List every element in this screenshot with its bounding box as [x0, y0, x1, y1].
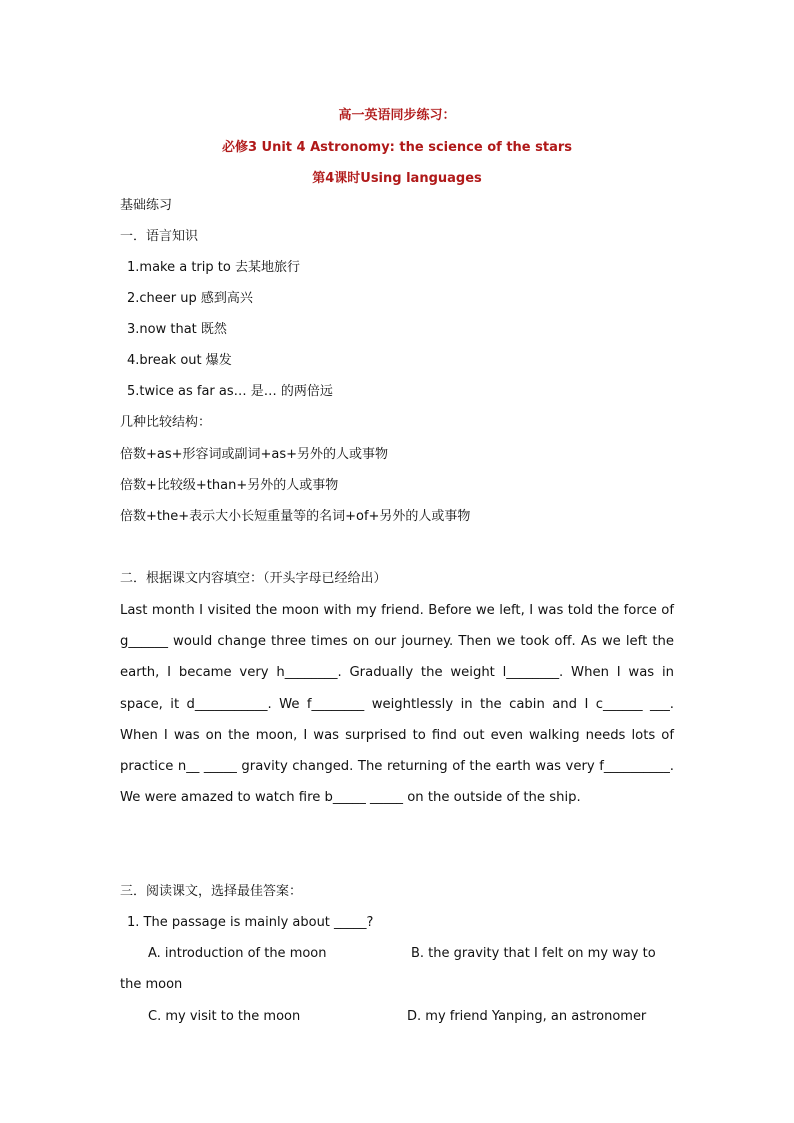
vocab-item: 2.cheer up 感到高兴	[127, 291, 253, 306]
option-b-continued: the moon	[120, 977, 183, 992]
option-d: D. my friend Yanping, an astronomer	[407, 1009, 647, 1024]
question-stem: 1. The passage is mainly about _____?	[127, 915, 374, 930]
option-b: B. the gravity that I felt on my way to	[411, 946, 656, 961]
comparison-structure: 倍数+比较级+than+另外的人或事物	[120, 478, 339, 493]
vocab-item: 1.make a trip to 去某地旅行	[127, 260, 300, 275]
vocab-item: 3.now that 既然	[127, 322, 227, 337]
comparison-structure: 倍数+the+表示大小长短重量等的名词+of+另外的人或事物	[120, 509, 471, 524]
section3-heading: 三．阅读课文，选择最佳答案：	[120, 884, 303, 899]
basic-practice-label: 基础练习	[120, 198, 173, 213]
option-c: C. my visit to the moon	[148, 1009, 301, 1024]
vocab-item: 4.break out 爆发	[127, 353, 232, 368]
unit-title: 必修3 Unit 4 Astronomy: the science of the stars	[221, 140, 573, 155]
worksheet-title: 高一英语同步练习：	[338, 108, 456, 123]
comparison-structure: 倍数+as+形容词或副词+as+另外的人或事物	[120, 447, 389, 462]
section1-heading: 一．语言知识	[120, 229, 199, 244]
vocab-item: 5.twice as far as… 是… 的两倍远	[127, 384, 333, 399]
lesson-title: 第4课时Using languages	[312, 171, 482, 186]
option-a: A. introduction of the moon	[148, 946, 327, 961]
fill-in-passage: Last month I visited the moon with my friend. Before we left, I was told the force of g______ would change three times on our journey. Then we took off. As we left the earth, I became very h________. Gradually the weight l________. When I was in space, it d___________. We f________ weightlessly in the cabin and I c______ ___. When I was on the moon, I was surprised to find out even walking needs lots of practice n__ _____ gravity changed. The returning of the earth was very f__________. We were amazed to watch fire b_____ _____ on the outside of the ship.	[120, 603, 674, 806]
section2-heading: 二．根据课文内容填空：（开头字母已经给出）	[120, 571, 387, 586]
comparison-heading: 几种比较结构：	[120, 415, 212, 430]
